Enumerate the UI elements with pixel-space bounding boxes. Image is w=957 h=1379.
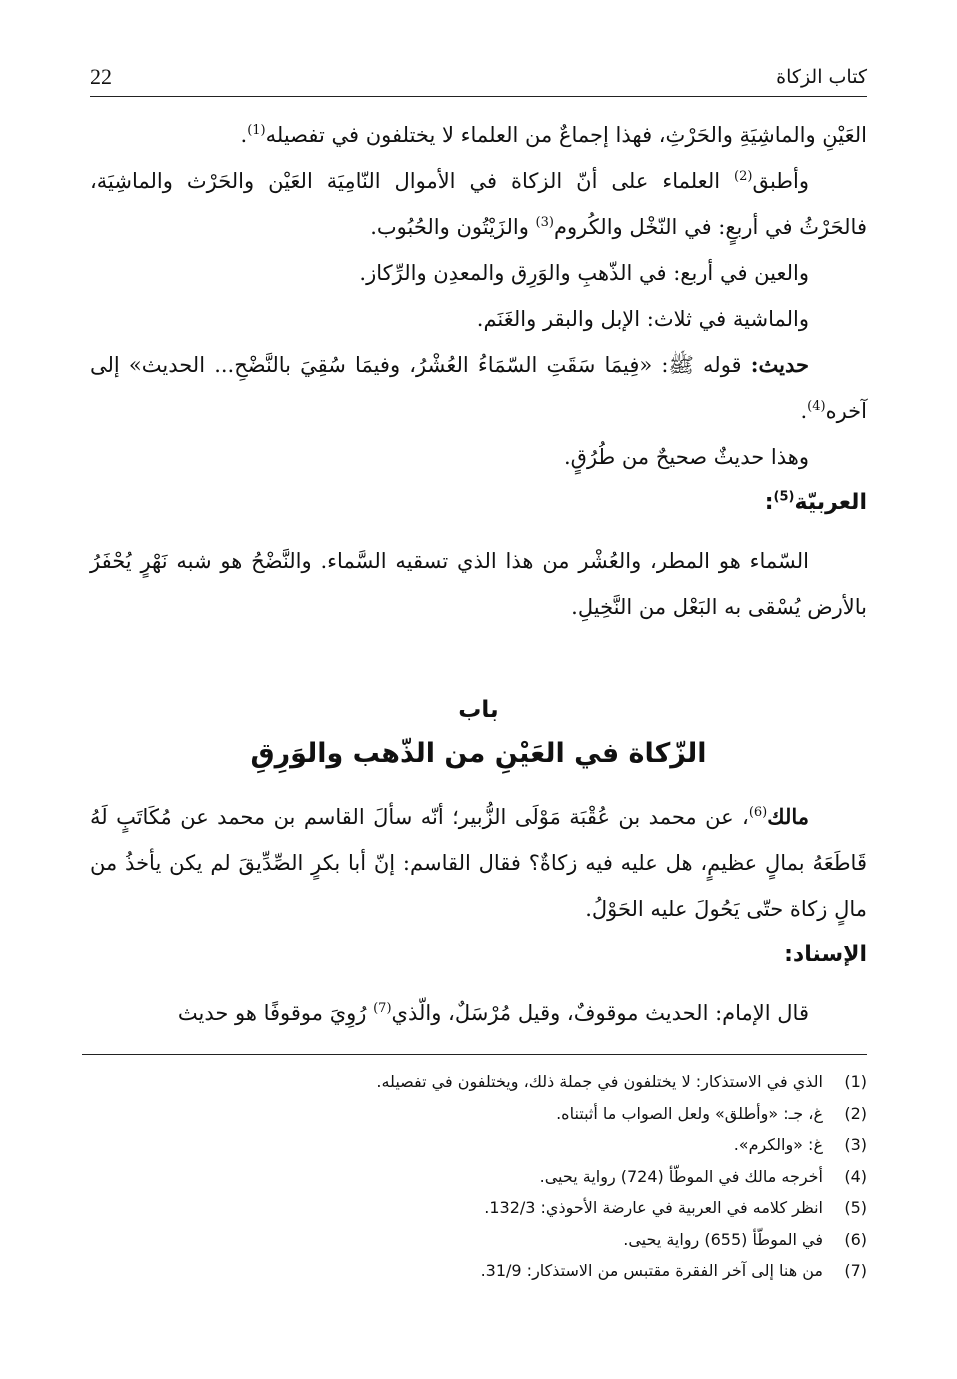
paragraph-8 — [90, 794, 867, 932]
footnote-ref-2[interactable]: (2) — [734, 169, 753, 184]
footnote-number: (1) — [844, 1072, 867, 1091]
chapter-kind: باب — [458, 697, 499, 723]
paragraph-2 — [90, 158, 867, 250]
footnote-number: (2) — [844, 1103, 867, 1123]
running-title: كتاب الزكاة — [776, 66, 867, 88]
footnote-ref-7[interactable]: (7) — [373, 1001, 392, 1016]
paragraph-2-text-c: والزَيْتُون والحُبُوب. — [370, 215, 536, 239]
paragraph-2-text-a: وأطبق — [752, 169, 809, 193]
footnote-ref-4[interactable]: (4) — [807, 399, 826, 414]
footnotes — [300, 1066, 867, 1287]
footnote-text: غ: «والكرم». — [733, 1135, 823, 1154]
paragraph-8-text: ، عن محمد بن عُقْبَة مَوْلَى الزُّبير؛ أنّه سألَ القاسم بن محمد عن مُكَاتَبٍ لَهُ قَاطَعَهُ بمالٍ عظيمٍ، هل عليه فيه زكاةٌ؟ فقال القاسم: إنّ أبا بكرٍ الصِّدِّيقَ لم يكن يأخذُ من مالٍ زكاة حتّى يَحُولَ عليه الحَوْلُ. — [90, 805, 867, 921]
footnotes-divider — [82, 1054, 867, 1055]
footnote-6 — [300, 1224, 867, 1256]
footnote-ref-5[interactable]: (5) — [773, 489, 795, 505]
footnote-number: (3) — [844, 1135, 867, 1154]
main-text — [90, 112, 867, 1036]
footnote-ref-6[interactable]: (6) — [748, 805, 768, 820]
footnote-2 — [300, 1098, 867, 1130]
paragraph-1-end: . — [240, 123, 248, 147]
footnote-text: غ، جـ: «وأطلق» ولعل الصواب ما أثبتناه. — [556, 1103, 823, 1123]
footnote-text: أخرجه مالك في الموطّأ (724) رواية يحيى. — [539, 1166, 823, 1186]
paragraph-6: وهذا حديثٌ صحيحٌ من طُرُقٍ. — [563, 445, 809, 469]
paragraph-9 — [90, 990, 867, 1036]
paragraph-1 — [90, 112, 867, 158]
paragraph-5-text: قوله ﷺ: «فِيمَا سَقَتِ السّمَاءُ العُشْرُ، وفيمَا سُقِيَ بالنَّضْحِ... الحديث» إلى آخره — [90, 353, 867, 423]
footnote-text: في الموطّأ (655) رواية يحيى. — [623, 1229, 823, 1249]
isnad-heading: الإسناد: — [784, 942, 867, 967]
chapter-title: الزّكاة في العَيْنِ من الذّهب والوَرِقِ — [250, 738, 707, 769]
paragraph-3: والعين في أربع: في الذّهبِ والوَرِق والمعدِن والرِّكاز. — [359, 261, 809, 285]
page-header — [90, 64, 867, 97]
paragraph-9-text-a: قال الإمام: الحديث موقوفٌ، وقيل مُرْسَلٌ، والّذي — [391, 1001, 809, 1025]
footnote-7 — [300, 1255, 867, 1287]
footnote-number: (6) — [844, 1229, 867, 1249]
arabic-section-colon: : — [764, 490, 774, 515]
paragraph-2-text-b: العلماء على أنّ الزكاة في الأموال النّامِيَة العَيْن والحَرْث والماشِيَة، فالحَرْثُ في أربعٍ: في النّخْل والكُروم — [90, 169, 867, 239]
footnote-1 — [300, 1066, 867, 1098]
paragraph-5 — [90, 342, 867, 434]
footnote-3 — [300, 1129, 867, 1161]
footnote-number: (7) — [844, 1261, 867, 1280]
paragraph-9-text-b: رُوِيَ موقوفًا هو حديث — [177, 1001, 374, 1025]
footnote-number: (4) — [844, 1166, 867, 1186]
paragraph-4: والماشية في ثلاث: الإبل والبقر والغَنَم. — [476, 307, 809, 331]
paragraph-7: السّماء هو المطر، والعُشْر من هذا الذي تسقيه السَّماء. والنَّضْحُ هو شبه نَهْرٍ يُحْفَرُ بالأرض يُسْقى به البَعْل من النَّخِيلِ. — [90, 549, 867, 619]
page-number: 22 — [90, 64, 112, 89]
footnote-4 — [300, 1161, 867, 1193]
footnote-text: الذي في الاستذكار: لا يختلفون في جملة ذلك، ويختلفون في تفصيله. — [376, 1072, 823, 1091]
footnote-text: من هنا إلى آخر الفقرة مقتبس من الاستذكار: 31/9. — [480, 1261, 823, 1280]
malik-label: مالك — [767, 804, 809, 829]
hadith-label: حديث: — [750, 352, 809, 377]
footnote-5 — [300, 1192, 867, 1224]
arabic-section-label: العربيّة — [794, 490, 867, 515]
footnote-ref-3[interactable]: (3) — [535, 215, 554, 230]
footnote-text: انظر كلامه في العربية في عارضة الأحوذي: 132/3. — [484, 1198, 823, 1217]
footnote-number: (5) — [844, 1198, 867, 1217]
footnote-ref-1[interactable]: (1) — [247, 123, 266, 138]
paragraph-1-text: العَيْنِ والماشِيَةِ والحَرْثِ، فهذا إجماعٌ من العلماء لا يختلفون في تفصيله — [265, 123, 867, 147]
arabic-section-heading — [90, 480, 867, 526]
paragraph-5-end: . — [800, 399, 808, 423]
